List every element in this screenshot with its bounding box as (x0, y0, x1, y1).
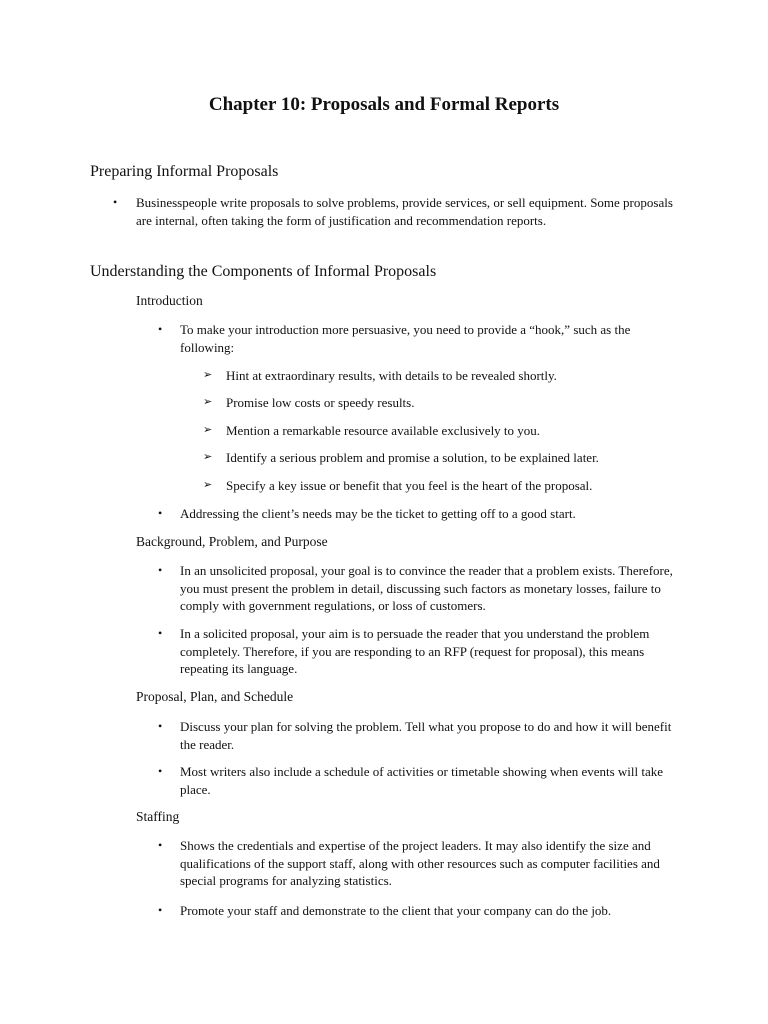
section-heading-preparing: Preparing Informal Proposals (90, 163, 279, 180)
bullet-marker: • (158, 838, 163, 852)
bullet-marker: • (113, 195, 118, 209)
arrow-bullet-icon: ➢ (203, 479, 213, 491)
bullet-marker: • (158, 903, 163, 917)
bullet-marker: • (158, 563, 163, 577)
list-item: Hint at extraordinary results, with details to be revealed shortly. (226, 368, 557, 383)
list-item: Specify a key issue or benefit that you feel is the heart of the proposal. (226, 478, 593, 493)
subheading-plan: Proposal, Plan, and Schedule (136, 689, 294, 704)
subheading-introduction: Introduction (136, 293, 203, 308)
arrow-bullet-icon: ➢ (203, 424, 213, 436)
bullet-marker: • (158, 719, 163, 733)
list-item: Discuss your plan for solving the problem. Tell what you propose to do and how it will benefit the reader. (180, 719, 672, 752)
list-item: Businesspeople write proposals to solve problems, provide services, or sell equipment. Some proposals are internal, often taking the form of justification and recommendation reports. (136, 195, 673, 228)
arrow-bullet-icon: ➢ (203, 396, 213, 408)
arrow-bullet-icon: ➢ (203, 369, 213, 381)
list-item: Identify a serious problem and promise a solution, to be explained later. (226, 450, 599, 465)
list-item: Promise low costs or speedy results. (226, 395, 415, 410)
list-item: Shows the credentials and expertise of the project leaders. It may also identify the size and qualifications of the support staff, along with other resources such as computer facilities and special programs for analyzing statistics. (180, 838, 660, 888)
list-item: Promote your staff and demonstrate to the client that your company can do the job. (180, 903, 612, 918)
section-heading-components: Understanding the Components of Informal Proposals (90, 263, 437, 280)
list-item: Addressing the client’s needs may be the ticket to getting off to a good start. (180, 506, 576, 521)
list-item: In an unsolicited proposal, your goal is to convince the reader that a problem exists. Therefore, you must present the problem in detail, discussing such factors as monetary losses, failure to comply with government regulations, or loss of customers. (180, 563, 673, 613)
list-item: Most writers also include a schedule of activities or timetable showing when events will take place. (180, 764, 664, 797)
subheading-background: Background, Problem, and Purpose (136, 534, 328, 549)
arrow-bullet-icon: ➢ (203, 451, 213, 463)
subheading-staffing: Staffing (136, 809, 180, 824)
page-title: Chapter 10: Proposals and Formal Reports (208, 94, 560, 115)
bullet-marker: • (158, 322, 163, 336)
bullet-marker: • (158, 506, 163, 520)
bullet-marker: • (158, 626, 163, 640)
list-item: Mention a remarkable resource available exclusively to you. (226, 423, 541, 438)
list-item: In a solicited proposal, your aim is to persuade the reader that you understand the problem completely. Therefore, if you are responding to an RFP (request for proposal), this means repeating its language. (180, 626, 650, 676)
list-item: To make your introduction more persuasive, you need to provide a “hook,” such as the following: (180, 322, 631, 355)
bullet-marker: • (158, 764, 163, 778)
